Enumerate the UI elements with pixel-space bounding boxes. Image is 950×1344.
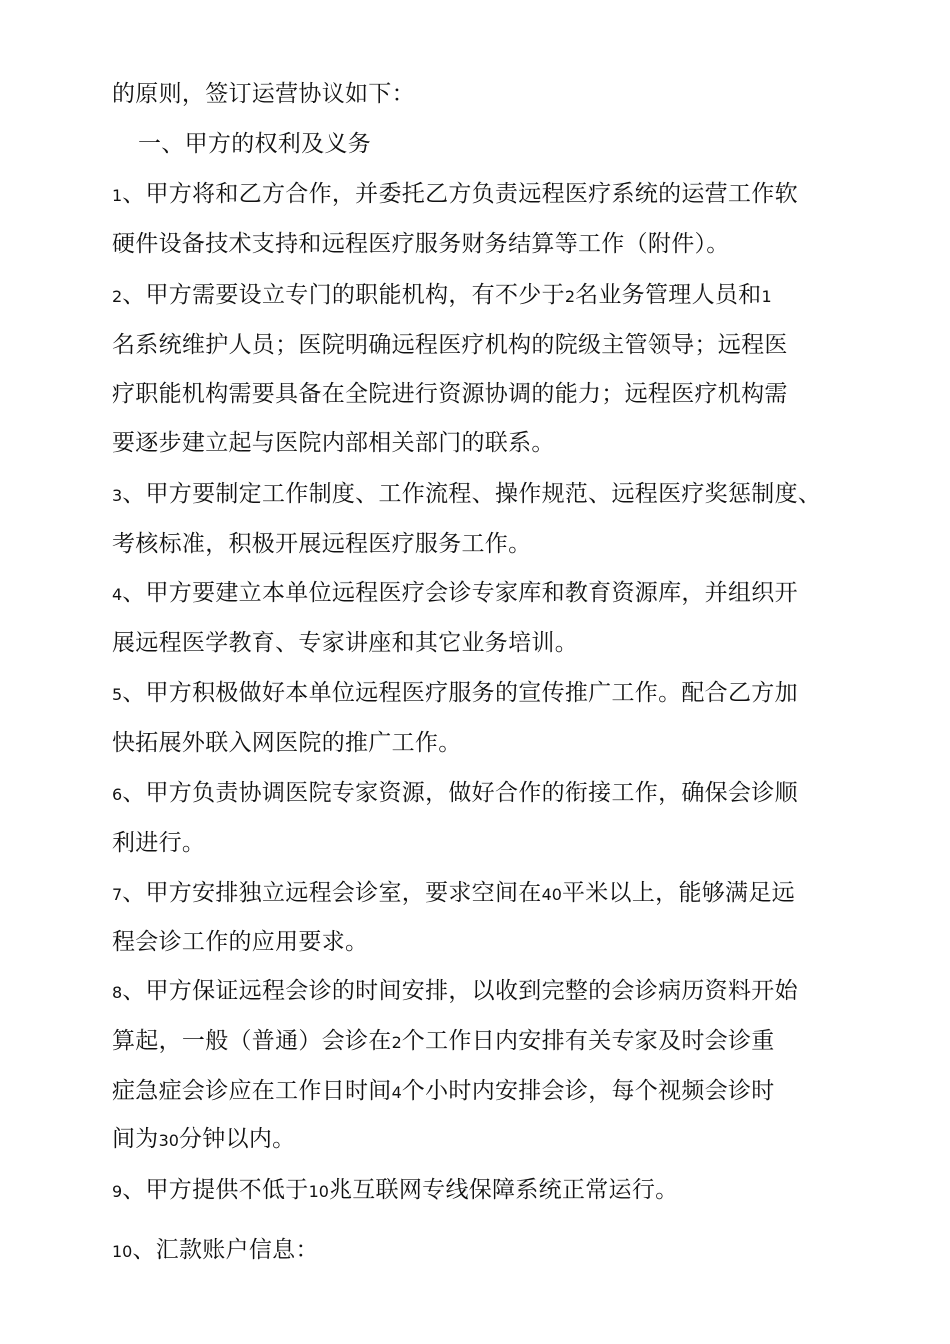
intro-line: 的原则，签订运营协议如下： bbox=[112, 81, 415, 107]
item-number: 3 bbox=[112, 486, 123, 505]
item-2-line-3: 疗职能机构需要具备在全院进行资源协调的能力；远程医疗机构需 bbox=[112, 381, 788, 407]
item-number: 10 bbox=[112, 1242, 133, 1261]
item-6-line-2: 利进行。 bbox=[112, 830, 206, 856]
item-7-line-2: 程会诊工作的应用要求。 bbox=[112, 929, 369, 955]
item-1-line-1: 1、甲方将和乙方合作，并委托乙方负责远程医疗系统的运营工作软 bbox=[112, 181, 798, 207]
item-4-line-2: 展远程医学教育、专家讲座和其它业务培训。 bbox=[112, 630, 578, 656]
section-heading: 一、甲方的权利及义务 bbox=[138, 131, 371, 157]
item-2-line-2: 名系统维护人员；医院明确远程医疗机构的院级主管领导；远程医 bbox=[112, 332, 788, 358]
item-number: 2 bbox=[112, 287, 123, 306]
item-6-line-1: 6、甲方负责协调医院专家资源，做好合作的衔接工作，确保会诊顺 bbox=[112, 780, 798, 806]
item-number: 1 bbox=[112, 186, 123, 205]
item-number: 5 bbox=[112, 685, 123, 704]
item-number: 7 bbox=[112, 885, 123, 904]
item-2-line-4: 要逐步建立起与医院内部相关部门的联系。 bbox=[112, 430, 555, 456]
item-5-line-1: 5、甲方积极做好本单位远程医疗服务的宣传推广工作。配合乙方加 bbox=[112, 680, 798, 706]
item-number: 9 bbox=[112, 1182, 123, 1201]
item-9-line-1: 9、甲方提供不低于10兆互联网专线保障系统正常运行。 bbox=[112, 1177, 679, 1203]
item-8-line-4: 间为30分钟以内。 bbox=[112, 1126, 296, 1152]
item-7-line-1: 7、甲方安排独立远程会诊室，要求空间在40平米以上，能够满足远 bbox=[112, 880, 795, 906]
item-2-line-1: 2、甲方需要设立专门的职能机构，有不少于2名业务管理人员和1 bbox=[112, 282, 772, 308]
item-8-line-3: 症急症会诊应在工作日时间4个小时内安排会诊，每个视频会诊时 bbox=[112, 1078, 775, 1104]
item-3-line-1: 3、甲方要制定工作制度、工作流程、操作规范、远程医疗奖惩制度、 bbox=[112, 481, 822, 507]
item-5-line-2: 快拓展外联入网医院的推广工作。 bbox=[112, 730, 462, 756]
item-number: 6 bbox=[112, 785, 123, 804]
item-10-line-1: 10、汇款账户信息： bbox=[112, 1237, 319, 1263]
item-1-line-2: 硬件设备技术支持和远程医疗服务财务结算等工作（附件）。 bbox=[112, 231, 730, 257]
item-number: 4 bbox=[112, 585, 123, 604]
item-number: 8 bbox=[112, 983, 123, 1002]
item-8-line-1: 8、甲方保证远程会诊的时间安排，以收到完整的会诊病历资料开始 bbox=[112, 978, 798, 1004]
item-8-line-2: 算起，一般（普通）会诊在2个工作日内安排有关专家及时会诊重 bbox=[112, 1028, 775, 1054]
item-3-line-2: 考核标准，积极开展远程医疗服务工作。 bbox=[112, 531, 532, 557]
item-4-line-1: 4、甲方要建立本单位远程医疗会诊专家库和教育资源库，并组织开 bbox=[112, 580, 798, 606]
